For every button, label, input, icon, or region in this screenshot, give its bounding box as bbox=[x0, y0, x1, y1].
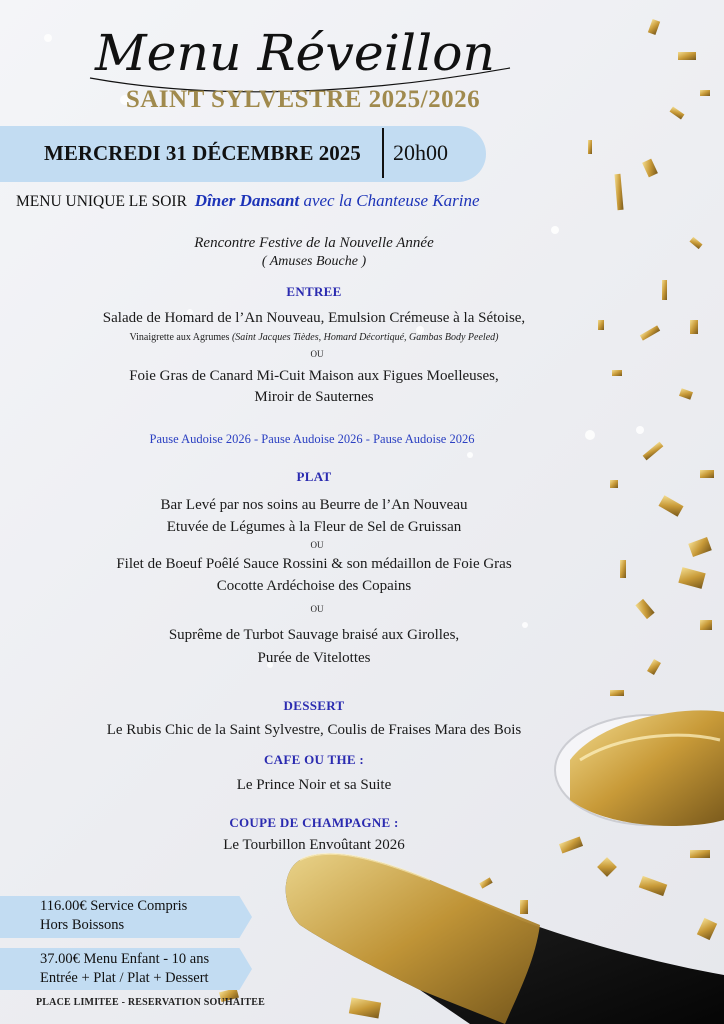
plat-dish-2-line-2: Cocotte Ardéchoise des Copains bbox=[216, 578, 412, 594]
or-separator: OU bbox=[310, 540, 324, 550]
entree-dish-1: Salade de Homard de l’An Nouveau, Emulsion Crémeuse à la Sétoise, bbox=[102, 310, 526, 326]
plat-dish-3-line-1: Suprême de Turbot Sauvage braisé aux Girolles, bbox=[168, 627, 460, 643]
entree-dish-2-line-2: Miroir de Sauternes bbox=[254, 389, 374, 405]
event-date: MERCREDI 31 DÉCEMBRE 2025 bbox=[44, 141, 361, 165]
event-subtitle: SAINT SYLVESTRE 2025/2026 bbox=[125, 86, 481, 113]
date-divider bbox=[382, 128, 384, 178]
section-title-champagne: COUPE DE CHAMPAGNE : bbox=[229, 815, 399, 830]
or-separator: OU bbox=[310, 604, 324, 614]
entree-dish-1-detail bbox=[0, 332, 628, 343]
intro-prefix: MENU UNIQUE LE SOIR bbox=[16, 193, 187, 210]
welcome-subline: ( Amuses Bouche ) bbox=[261, 254, 367, 269]
adult-price-note: Hors Boissons bbox=[40, 917, 125, 933]
plat-dish-3-line-2: Purée de Vitelottes bbox=[257, 650, 371, 666]
adult-price: 116.00€ Service Compris bbox=[40, 898, 188, 914]
plat-dish-1-line-1: Bar Levé par nos soins au Beurre de l’An Nouveau bbox=[160, 497, 468, 513]
pause-banner: Pause Audoise 2026 - Pause Audoise 2026 - Pause Audoise 2026 bbox=[149, 432, 475, 446]
entree-dish-2-line-1: Foie Gras de Canard Mi-Cuit Maison aux Figues Moelleuses, bbox=[129, 368, 499, 384]
dessert-dish: Le Rubis Chic de la Saint Sylvestre, Coulis de Fraises Mara des Bois bbox=[106, 722, 522, 738]
section-title-entree: ENTREE bbox=[286, 284, 342, 299]
svg-text:Menu Réveillon: Menu Réveillon bbox=[93, 24, 495, 82]
child-price: 37.00€ Menu Enfant - 10 ans bbox=[40, 951, 210, 967]
section-title-cafe: CAFE OU THE : bbox=[263, 752, 365, 767]
champagne-dish: Le Tourbillon Envoûtant 2026 bbox=[223, 837, 405, 853]
or-separator: OU bbox=[310, 349, 324, 359]
plat-dish-2-line-1: Filet de Boeuf Poêlé Sauce Rossini & son médaillon de Foie Gras bbox=[116, 556, 512, 572]
section-title-plat: PLAT bbox=[296, 469, 332, 484]
plat-dish-1-line-2: Etuvée de Légumes à la Fleur de Sel de Gruissan bbox=[166, 519, 462, 535]
entree-dish-1-detail-a: Vinaigrette aux Agrumes bbox=[129, 332, 232, 343]
section-title-dessert: DESSERT bbox=[283, 698, 345, 713]
event-time: 20h00 bbox=[393, 140, 448, 165]
child-price-note: Entrée + Plat / Plat + Dessert bbox=[40, 970, 209, 986]
intro-line bbox=[16, 191, 480, 211]
reservation-note: PLACE LIMITEE - RESERVATION SOUHAITEE bbox=[36, 997, 265, 1008]
intro-suffix: avec la Chanteuse Karine bbox=[299, 191, 480, 210]
intro-highlight: Dîner Dansant bbox=[194, 191, 300, 210]
welcome-line: Rencontre Festive de la Nouvelle Année bbox=[194, 235, 434, 251]
entree-dish-1-detail-b: (Saint Jacques Tièdes, Homard Décortiqué, Gambas Body Peeled) bbox=[231, 332, 499, 343]
cafe-dish: Le Prince Noir et sa Suite bbox=[236, 777, 392, 793]
